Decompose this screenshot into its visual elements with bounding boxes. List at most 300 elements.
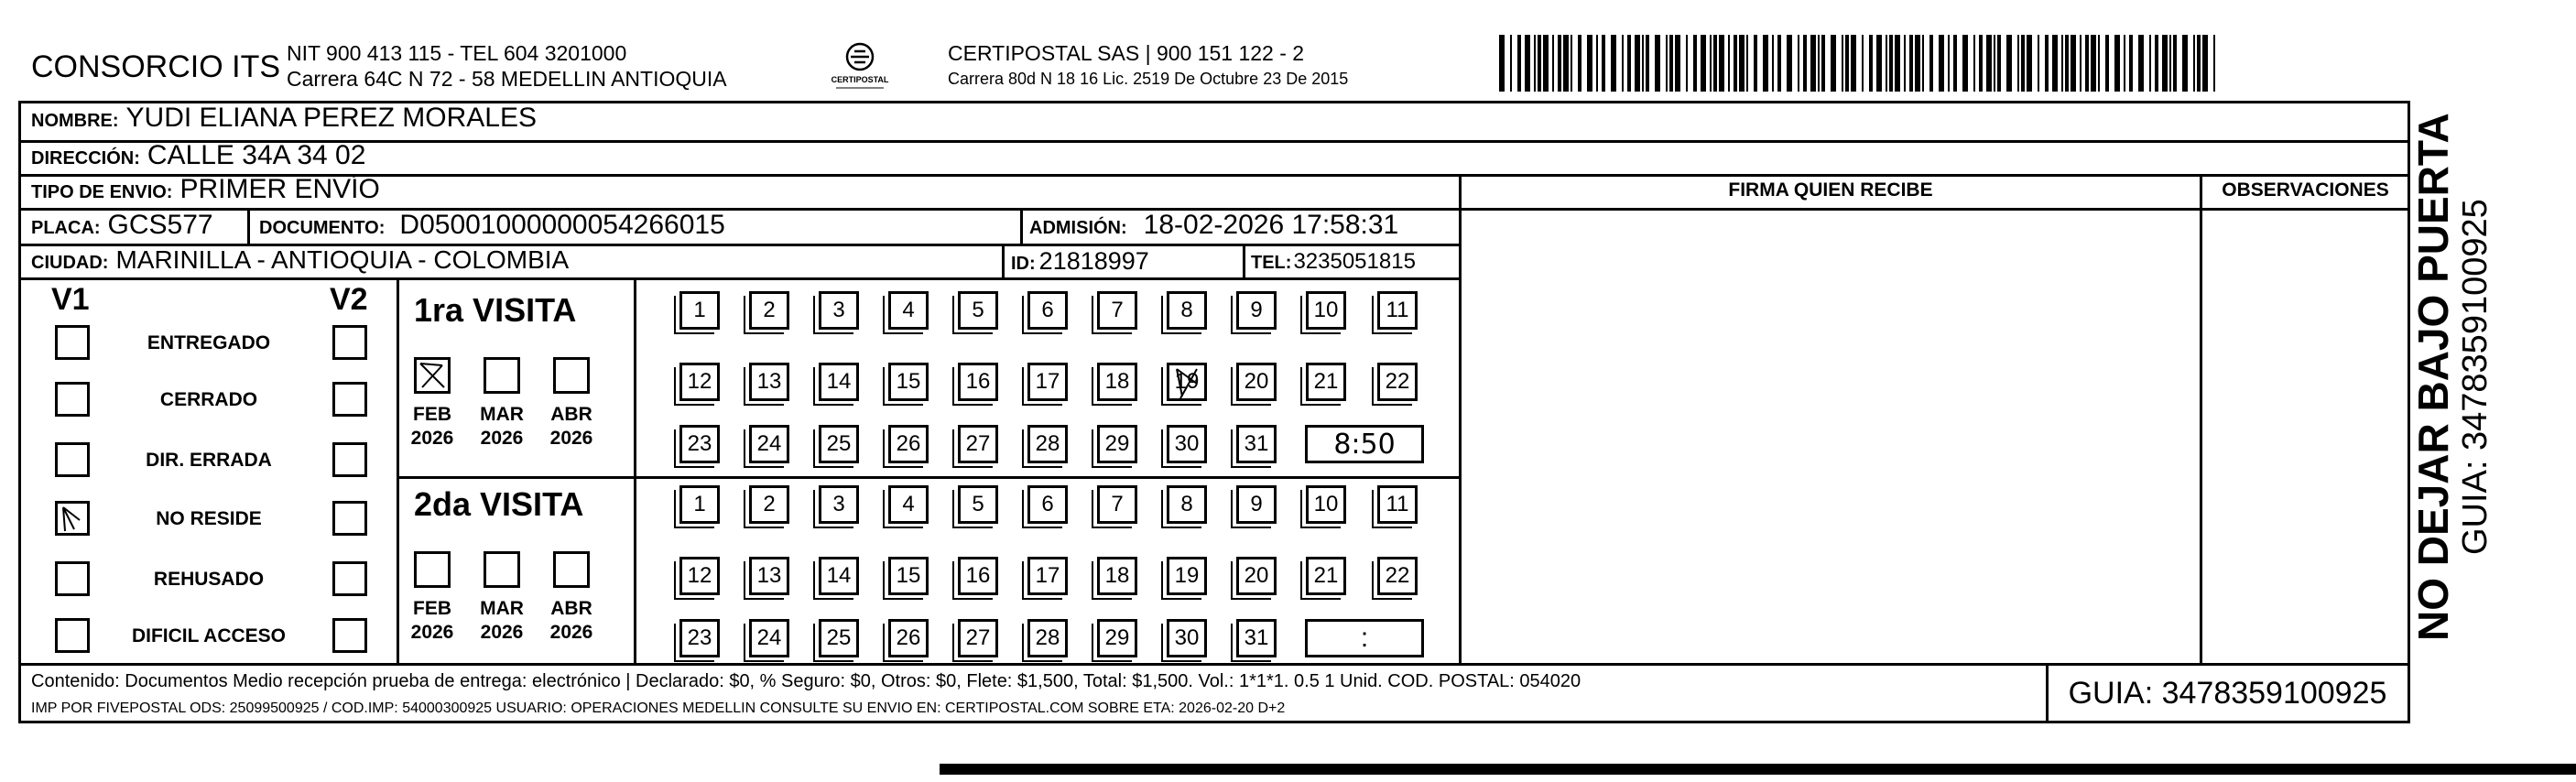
barcode-bar <box>1543 35 1549 92</box>
barcode-bar <box>2182 35 2188 92</box>
day-box[interactable] <box>1027 485 1068 524</box>
barcode-bar <box>1713 35 1717 92</box>
visit-title: 2da VISITA <box>414 485 584 523</box>
day-box[interactable] <box>679 619 720 657</box>
day-box[interactable] <box>1167 425 1207 463</box>
day-box[interactable] <box>888 291 929 330</box>
barcode-bar <box>2021 35 2025 92</box>
day-box[interactable] <box>958 557 998 595</box>
id-field <box>1011 247 1149 276</box>
id-label: ID: <box>1011 254 1036 274</box>
day-box[interactable] <box>958 619 998 657</box>
month-label <box>474 597 529 645</box>
day-number: 17 <box>1035 369 1060 394</box>
imp-text: IMP POR FIVEPOSTAL ODS: 25099500925 / COD.IMP: 54000300925 USUARIO: OPERACIONES MEDELLIN CONSULTE SU ENVIO EN: CERTIPOSTAL.COM SOBRE ETA: 2026-02-20 D+2 <box>31 701 1286 716</box>
guia-box: GUIA: 3478359100925 <box>2046 666 2407 721</box>
barcode-bar <box>2193 35 2195 92</box>
barcode-bar <box>1895 35 1900 92</box>
day-number: 10 <box>1313 492 1339 516</box>
month-checkbox[interactable] <box>553 551 590 588</box>
barcode-bar <box>2202 35 2208 92</box>
day-number: 3 <box>832 492 845 516</box>
barcode-bar <box>2006 35 2012 92</box>
barcode-bar <box>1798 35 1799 92</box>
day-number: 26 <box>896 431 921 456</box>
month-checkbox[interactable] <box>484 551 520 588</box>
day-number: 28 <box>1035 625 1060 650</box>
barcode-bar <box>1655 35 1660 92</box>
column-divider <box>1243 244 1245 279</box>
barcode-bar <box>1922 35 1924 92</box>
check-mark-icon <box>58 504 87 533</box>
day-number: 5 <box>972 298 984 322</box>
barcode-bar <box>1499 35 1505 92</box>
barcode-bar <box>1939 35 1944 92</box>
month-year: 2026 <box>480 622 524 643</box>
time-box[interactable] <box>1305 425 1424 463</box>
day-box[interactable] <box>1377 557 1418 595</box>
barcode-bar <box>1571 35 1572 92</box>
month-year: 2026 <box>549 428 593 449</box>
day-box[interactable] <box>819 557 859 595</box>
day-number: 7 <box>1111 298 1124 322</box>
day-number: 31 <box>1244 625 1269 650</box>
placa-field <box>31 210 213 241</box>
day-box[interactable] <box>888 425 929 463</box>
day-box[interactable] <box>888 485 929 524</box>
day-number: 25 <box>826 625 852 650</box>
day-box[interactable] <box>1027 363 1068 401</box>
day-box[interactable] <box>1027 557 1068 595</box>
day-number: 21 <box>1313 563 1339 588</box>
admision-field <box>1029 210 1398 241</box>
tel-field <box>1251 249 1416 275</box>
direccion-label: DIRECCIÓN: <box>31 148 140 168</box>
v1-checkbox[interactable] <box>55 382 90 417</box>
barcode-bar <box>2129 35 2133 92</box>
column-divider <box>2200 174 2202 665</box>
barcode-bar <box>1889 35 1893 92</box>
tipo-envio-field <box>31 174 380 205</box>
barcode-bar <box>2071 35 2076 92</box>
logo-text: CERTIPOSTAL <box>831 75 889 84</box>
v1-checkbox[interactable] <box>55 561 90 596</box>
day-number: 3 <box>832 298 845 322</box>
barcode-bar <box>1538 35 1541 92</box>
day-number: 24 <box>756 625 782 650</box>
day-box[interactable] <box>749 485 789 524</box>
barcode-bar <box>1627 35 1631 92</box>
barcode-bar <box>1869 35 1873 92</box>
column-divider <box>634 277 636 665</box>
barcode-bar <box>1904 35 1906 92</box>
day-number: 6 <box>1041 298 1054 322</box>
barcode-bar <box>1876 35 1882 92</box>
barcode-bar <box>1728 35 1730 92</box>
barcode-bar <box>1686 35 1688 92</box>
day-number: 9 <box>1250 492 1263 516</box>
barcode-bar <box>1962 35 1968 92</box>
barcode-bar <box>1602 35 1605 92</box>
day-box[interactable] <box>958 425 998 463</box>
certipostal-nit: CERTIPOSTAL SAS | 900 151 122 - 2 <box>948 41 1305 65</box>
barcode-bar <box>2017 35 2019 92</box>
day-box[interactable] <box>1306 557 1346 595</box>
day-box[interactable] <box>1377 363 1418 401</box>
barcode-bar <box>2138 35 2144 92</box>
time-value: : <box>1360 623 1369 653</box>
month-name: ABR <box>550 404 592 425</box>
certipostal-license: Carrera 80d N 18 16 Lic. 2519 De Octubre 23 De 2015 <box>948 70 1349 88</box>
day-box[interactable] <box>819 485 859 524</box>
barcode-bar <box>2085 35 2089 92</box>
status-label: DIR. ERRADA <box>146 450 272 471</box>
row-divider <box>18 140 2410 143</box>
column-divider <box>1002 244 1005 279</box>
barcode-bar <box>1979 35 1983 92</box>
day-number: 29 <box>1104 431 1130 456</box>
day-number: 22 <box>1385 563 1410 588</box>
observaciones-header: OBSERVACIONES <box>2222 179 2389 201</box>
barcode-bar <box>1578 35 1581 92</box>
barcode-bar <box>2162 35 2168 92</box>
day-box[interactable] <box>1027 425 1068 463</box>
barcode-bar <box>1596 35 1598 92</box>
day-number: 28 <box>1035 431 1060 456</box>
day-box[interactable] <box>1236 291 1277 330</box>
documento-label: DOCUMENTO: <box>259 218 386 238</box>
status-label: NO RESIDE <box>156 508 262 529</box>
no-dejar-warning: NO DEJAR BAJO PUERTA <box>2409 113 2457 641</box>
day-number: 20 <box>1244 563 1269 588</box>
barcode-bar <box>1845 35 1849 92</box>
day-number: 19 <box>1174 563 1200 588</box>
barcode-bar <box>1997 35 2001 92</box>
day-box[interactable] <box>1027 291 1068 330</box>
barcode-bar <box>1994 35 1995 92</box>
barcode-bar <box>2065 35 2069 92</box>
placa-label: PLACA: <box>31 218 101 238</box>
day-number: 13 <box>756 369 782 394</box>
month-year: 2026 <box>549 622 593 643</box>
day-number: 22 <box>1385 369 1410 394</box>
barcode-bar <box>1787 35 1792 92</box>
barcode-bar <box>1558 35 1561 92</box>
day-box[interactable] <box>819 291 859 330</box>
barcode-bar <box>1851 35 1856 92</box>
day-number: 16 <box>965 369 991 394</box>
day-box[interactable] <box>1306 363 1346 401</box>
day-number: 18 <box>1104 563 1130 588</box>
barcode-bar <box>2045 35 2049 92</box>
day-number: 15 <box>896 369 921 394</box>
barcode-bar <box>1510 35 1512 92</box>
barcode-bar <box>1746 35 1748 92</box>
day-number: 23 <box>687 625 712 650</box>
tipo-envio-label: TIPO DE ENVIO: <box>31 182 173 202</box>
day-box[interactable] <box>1097 291 1137 330</box>
ciudad-value: MARINILLA - ANTIOQUIA - COLOMBIA <box>115 245 570 274</box>
admision-label: ADMISIÓN: <box>1029 218 1127 238</box>
visit-title: 1ra VISITA <box>414 291 577 329</box>
barcode-bar <box>1666 35 1668 92</box>
barcode-bar <box>1818 35 1820 92</box>
day-box[interactable] <box>888 557 929 595</box>
v1-checkbox[interactable] <box>55 618 90 653</box>
barcode-bar <box>1986 35 1992 92</box>
day-number: 25 <box>826 431 852 456</box>
day-box[interactable] <box>1167 619 1207 657</box>
direccion-field <box>31 140 365 171</box>
day-box[interactable] <box>888 363 929 401</box>
status-label: CERRADO <box>159 389 258 410</box>
barcode-bar <box>1635 35 1640 92</box>
month-name: MAR <box>480 598 524 619</box>
day-box[interactable] <box>1097 619 1137 657</box>
time-box[interactable] <box>1305 619 1424 657</box>
day-box[interactable] <box>1306 485 1346 524</box>
day-box[interactable] <box>1236 619 1277 657</box>
barcode-bar <box>2155 35 2158 92</box>
barcode-bar <box>1886 35 1887 92</box>
day-box[interactable] <box>679 363 720 401</box>
day-number: 4 <box>902 492 915 516</box>
v1-checkbox[interactable] <box>55 325 90 360</box>
barcode-bar <box>1739 35 1745 92</box>
nombre-value: YUDI ELIANA PEREZ MORALES <box>125 103 538 133</box>
day-number: 14 <box>826 369 852 394</box>
month-name: FEB <box>413 404 451 425</box>
day-box[interactable] <box>1167 557 1207 595</box>
firma-header: FIRMA QUIEN RECIBE <box>1728 179 1933 201</box>
certipostal-info <box>948 40 1348 92</box>
barcode-bar <box>1763 35 1768 92</box>
day-box[interactable] <box>749 425 789 463</box>
month-label <box>544 597 599 645</box>
barcode-bar <box>1973 35 1975 92</box>
placa-value: GCS577 <box>107 210 213 240</box>
barcode-bar <box>1675 35 1680 92</box>
day-mark-icon <box>1169 365 1206 407</box>
v1-header: V1 <box>51 282 90 317</box>
month-name: MAR <box>480 404 524 425</box>
barcode-bar <box>1587 35 1592 92</box>
contenido-text: Contenido: Documentos Medio recepción prueba de entrega: electrónico | Declarado: $0, % Seguro: $0, Otros: $0, Flete: $1,500, Total: $1,500. Vol.: 1*1*1. 0.5 1 Unid. COD. POSTAL: 054020 <box>31 671 1581 691</box>
day-number: 24 <box>756 431 782 456</box>
barcode-bar <box>1754 35 1757 92</box>
day-box[interactable] <box>1167 485 1207 524</box>
nombre-field <box>31 103 537 134</box>
day-number: 1 <box>693 298 706 322</box>
day-number: 11 <box>1386 492 1409 516</box>
column-divider <box>1020 208 1023 245</box>
barcode-bar <box>1810 35 1816 92</box>
day-number: 16 <box>965 563 991 588</box>
barcode-bar <box>1611 35 1616 92</box>
day-box[interactable] <box>819 619 859 657</box>
day-box[interactable] <box>819 363 859 401</box>
day-number: 29 <box>1104 625 1130 650</box>
day-box[interactable] <box>749 557 789 595</box>
day-box[interactable] <box>749 291 789 330</box>
day-box[interactable] <box>819 425 859 463</box>
barcode-bar <box>1693 35 1697 92</box>
barcode-bar <box>2197 35 2201 92</box>
month-label <box>405 597 460 645</box>
time-value: 8:50 <box>1333 428 1396 461</box>
day-box[interactable] <box>679 557 720 595</box>
v2-checkbox[interactable] <box>332 561 367 596</box>
side-guia: GUIA: 3478359100925 <box>2456 199 2494 555</box>
month-year: 2026 <box>480 428 524 449</box>
month-name: ABR <box>550 598 592 619</box>
barcode-bar <box>2052 35 2058 92</box>
nombre-label: NOMBRE: <box>31 111 119 131</box>
day-number: 13 <box>756 563 782 588</box>
v2-header: V2 <box>330 282 368 317</box>
v2-checkbox[interactable] <box>332 442 367 477</box>
v1-checkbox[interactable] <box>55 501 90 536</box>
barcode-bar <box>1563 35 1569 92</box>
barcode-bar <box>2038 35 2039 92</box>
barcode-bar <box>1710 35 1712 92</box>
day-box[interactable] <box>958 363 998 401</box>
day-box[interactable] <box>1097 485 1137 524</box>
barcode-bar <box>1909 35 1913 92</box>
day-number: 27 <box>965 625 991 650</box>
day-box[interactable] <box>958 291 998 330</box>
day-box[interactable] <box>1236 425 1277 463</box>
v2-checkbox[interactable] <box>332 382 367 417</box>
day-box[interactable] <box>679 485 720 524</box>
month-checkbox[interactable] <box>553 357 590 394</box>
day-box[interactable] <box>1167 291 1207 330</box>
company-info <box>287 40 727 92</box>
company-name: CONSORCIO ITS <box>31 49 281 84</box>
barcode-bar <box>1719 35 1724 92</box>
day-number: 2 <box>763 298 776 322</box>
v2-checkbox[interactable] <box>332 618 367 653</box>
barcode-bar <box>1842 35 1843 92</box>
column-divider <box>1459 174 1462 665</box>
v2-checkbox[interactable] <box>332 501 367 536</box>
barcode-bar <box>1821 35 1825 92</box>
barcode-bar <box>2124 35 2125 92</box>
month-year: 2026 <box>410 428 454 449</box>
day-box[interactable] <box>749 619 789 657</box>
status-label: DIFICIL ACCESO <box>131 625 286 646</box>
day-box[interactable] <box>958 485 998 524</box>
barcode-bar <box>1831 35 1836 92</box>
day-number: 4 <box>902 298 915 322</box>
barcode-bar <box>1953 35 1957 92</box>
day-box[interactable] <box>1236 485 1277 524</box>
barcode-bar <box>1622 35 1624 92</box>
day-box[interactable] <box>1097 425 1137 463</box>
day-box[interactable] <box>1236 363 1277 401</box>
day-number: 5 <box>972 492 984 516</box>
day-number: 18 <box>1104 369 1130 394</box>
admision-value: 18-02-2026 17:58:31 <box>1143 210 1399 240</box>
day-number: 8 <box>1180 298 1193 322</box>
company-address: Carrera 64C N 72 - 58 MEDELLIN ANTIOQUIA <box>287 67 727 91</box>
month-checkbox[interactable] <box>414 551 451 588</box>
barcode-bar <box>1772 35 1774 92</box>
day-number: 23 <box>687 431 712 456</box>
month-year: 2026 <box>410 622 454 643</box>
day-box[interactable] <box>1097 363 1137 401</box>
day-box[interactable] <box>1377 485 1418 524</box>
barcode-bar <box>1534 35 1536 92</box>
day-number: 27 <box>965 431 991 456</box>
day-box[interactable] <box>749 363 789 401</box>
day-number: 8 <box>1180 492 1193 516</box>
company-nit: NIT 900 413 115 - TEL 604 3201000 <box>287 41 627 65</box>
day-box[interactable] <box>1167 363 1207 401</box>
barcode-bar <box>1915 35 1920 92</box>
day-box[interactable] <box>1027 619 1068 657</box>
day-number: 30 <box>1174 625 1200 650</box>
day-box[interactable] <box>1097 557 1137 595</box>
visit-divider <box>397 476 1461 479</box>
barcode-bar <box>1734 35 1737 92</box>
status-label: ENTREGADO <box>147 332 271 353</box>
id-value: 21818997 <box>1038 247 1149 275</box>
barcode-bar <box>1646 35 1649 92</box>
barcode-bar <box>2173 35 2177 92</box>
barcode-bar <box>1517 35 1521 92</box>
barcode-bar <box>2091 35 2096 92</box>
barcode-bar <box>1803 35 1807 92</box>
month-label <box>544 403 599 451</box>
documento-value: D05001000000054266015 <box>399 210 725 240</box>
check-mark-icon <box>417 360 448 391</box>
ciudad-label: CIUDAD: <box>31 253 109 273</box>
status-label: REHUSADO <box>153 569 265 590</box>
day-number: 10 <box>1313 298 1339 322</box>
tipo-envio-value: PRIMER ENVÍO <box>179 174 380 204</box>
day-box[interactable] <box>1306 291 1346 330</box>
day-number: 1 <box>693 492 706 516</box>
barcode-bar <box>1642 35 1644 92</box>
day-number: 7 <box>1111 492 1124 516</box>
column-divider <box>397 277 399 665</box>
barcode-bar <box>1929 35 1933 92</box>
day-number: 31 <box>1244 431 1269 456</box>
tel-value: 3235051815 <box>1293 249 1416 274</box>
v1-checkbox[interactable] <box>55 442 90 477</box>
day-box[interactable] <box>679 425 720 463</box>
barcode-bar <box>1669 35 1673 92</box>
month-checkbox[interactable] <box>484 357 520 394</box>
day-number: 30 <box>1174 431 1200 456</box>
day-box[interactable] <box>1377 291 1418 330</box>
v2-checkbox[interactable] <box>332 325 367 360</box>
day-number: 20 <box>1244 369 1269 394</box>
day-box[interactable] <box>888 619 929 657</box>
month-checkbox[interactable] <box>414 357 451 394</box>
barcode-bar <box>2105 35 2109 92</box>
direccion-value: CALLE 34A 34 02 <box>147 140 366 170</box>
day-number: 19 <box>1174 369 1200 394</box>
barcode-bar <box>2169 35 2171 92</box>
barcode-bar <box>2061 35 2063 92</box>
month-label <box>405 403 460 451</box>
barcode-bar <box>2080 35 2081 92</box>
day-box[interactable] <box>679 291 720 330</box>
day-box[interactable] <box>1236 557 1277 595</box>
day-number: 9 <box>1250 298 1263 322</box>
